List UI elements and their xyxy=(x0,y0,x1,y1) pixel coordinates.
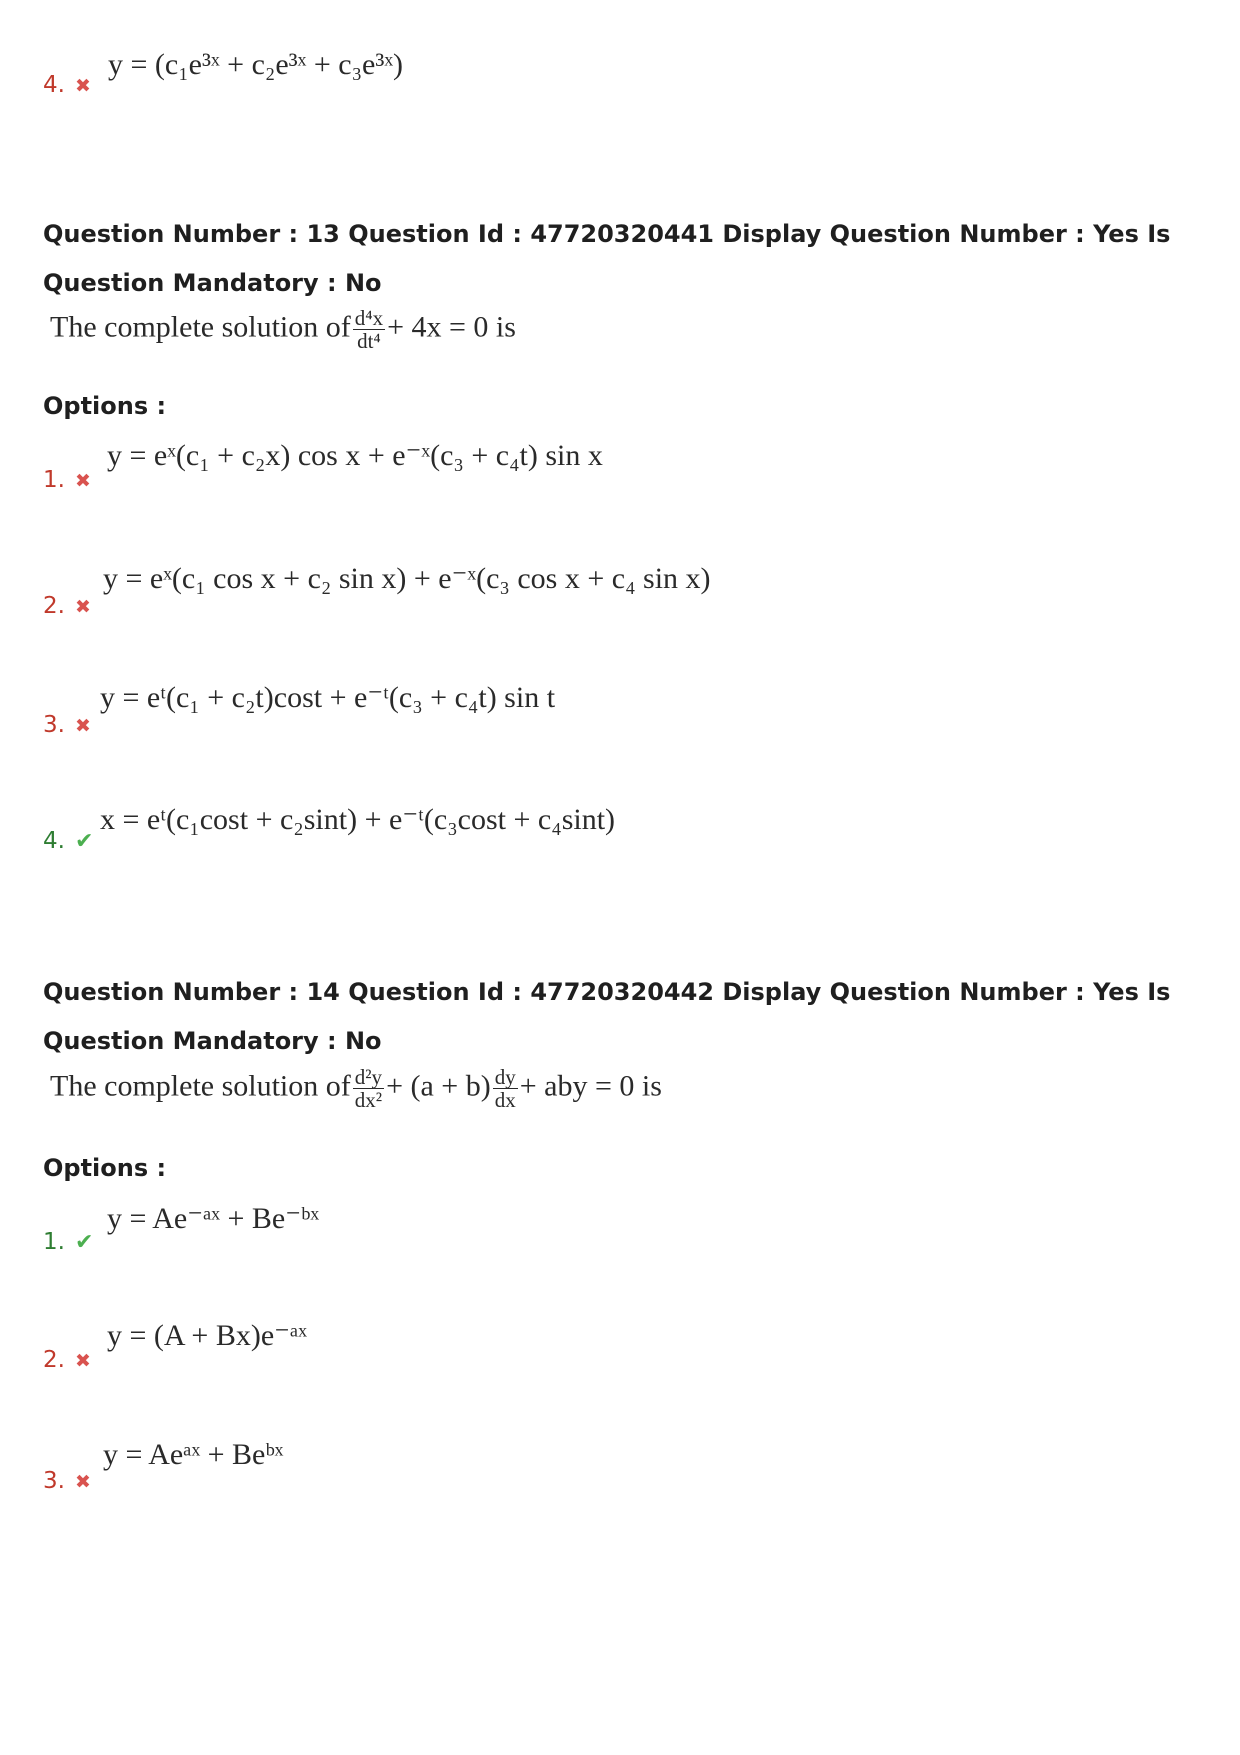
q13-option-4-formula: x = eᵗ(c₁cost + c₂sint) + e⁻ᵗ(c₃cost + c₄sint) xyxy=(100,803,616,836)
cross-icon: ✖ xyxy=(74,75,91,97)
fraction-denominator: dx xyxy=(494,1088,516,1113)
question-13-stem xyxy=(50,307,516,352)
q13-option-2 xyxy=(43,593,91,619)
fraction-denominator: dx² xyxy=(354,1088,383,1113)
q14-option-1 xyxy=(43,1229,93,1255)
fraction-numerator: d⁴x xyxy=(354,306,384,330)
fraction-numerator: d²y xyxy=(354,1065,383,1089)
question-13-header: Question Number : 13 Question Id : 47720320441 Display Question Number : Yes Is Question Mandatory : No xyxy=(43,220,1171,297)
option-number: 3. xyxy=(43,712,65,738)
question-14-stem xyxy=(50,1066,662,1111)
q13-option-4 xyxy=(43,828,93,854)
option-number: 2. xyxy=(43,1347,65,1373)
question-14-header: Question Number : 14 Question Id : 47720320442 Display Question Number : Yes Is Question Mandatory : No xyxy=(43,978,1171,1055)
prev-option-4-formula: y = (c₁e³ˣ + c₂e³ˣ + c₃e³ˣ) xyxy=(108,48,404,81)
option-number: 4. xyxy=(43,828,65,854)
check-icon: ✔ xyxy=(74,829,94,854)
stem-suffix: + 4x = 0 is xyxy=(387,310,516,344)
q13-option-3 xyxy=(43,712,91,738)
q13-option-3-formula: y = eᵗ(c₁ + c₂t)cost + e⁻ᵗ(c₃ + c₄t) sin t xyxy=(100,681,556,714)
question-14-options-label: Options : xyxy=(43,1154,167,1182)
stem-middle: + (a + b) xyxy=(386,1069,491,1103)
cross-icon: ✖ xyxy=(74,596,91,618)
stem-fraction xyxy=(353,307,385,352)
stem-prefix: The complete solution of xyxy=(50,310,351,344)
question-13-options-label: Options : xyxy=(43,392,167,420)
stem-fraction-2 xyxy=(493,1066,518,1111)
q14-option-1-formula: y = Ae⁻ᵃˣ + Be⁻ᵇˣ xyxy=(107,1202,319,1235)
q13-option-1 xyxy=(43,467,91,493)
stem-prefix: The complete solution of xyxy=(50,1069,351,1103)
fraction-numerator: dy xyxy=(494,1065,516,1089)
cross-icon: ✖ xyxy=(74,470,91,492)
cross-icon: ✖ xyxy=(74,1350,91,1372)
option-number: 4. xyxy=(43,72,65,98)
q13-option-2-formula: y = eˣ(c₁ cos x + c₂ sin x) + e⁻ˣ(c₃ cos x + c₄ sin x) xyxy=(103,562,711,595)
fraction-denominator: dt⁴ xyxy=(357,329,381,354)
q14-option-3-formula: y = Aeᵃˣ + Beᵇˣ xyxy=(103,1438,284,1471)
stem-suffix: + aby = 0 is xyxy=(519,1069,662,1103)
prev-option-4 xyxy=(43,72,91,98)
cross-icon: ✖ xyxy=(74,1471,91,1493)
option-number: 1. xyxy=(43,467,65,493)
q14-option-2-formula: y = (A + Bx)e⁻ᵃˣ xyxy=(107,1319,307,1352)
option-number: 2. xyxy=(43,593,65,619)
q13-option-1-formula: y = eˣ(c₁ + c₂x) cos x + e⁻ˣ(c₃ + c₄t) sin x xyxy=(107,439,603,472)
check-icon: ✔ xyxy=(74,1230,94,1255)
cross-icon: ✖ xyxy=(74,715,91,737)
q14-option-2 xyxy=(43,1347,91,1373)
q14-option-3 xyxy=(43,1468,91,1494)
stem-fraction-1 xyxy=(353,1066,384,1111)
option-number: 1. xyxy=(43,1229,65,1255)
option-number: 3. xyxy=(43,1468,65,1494)
